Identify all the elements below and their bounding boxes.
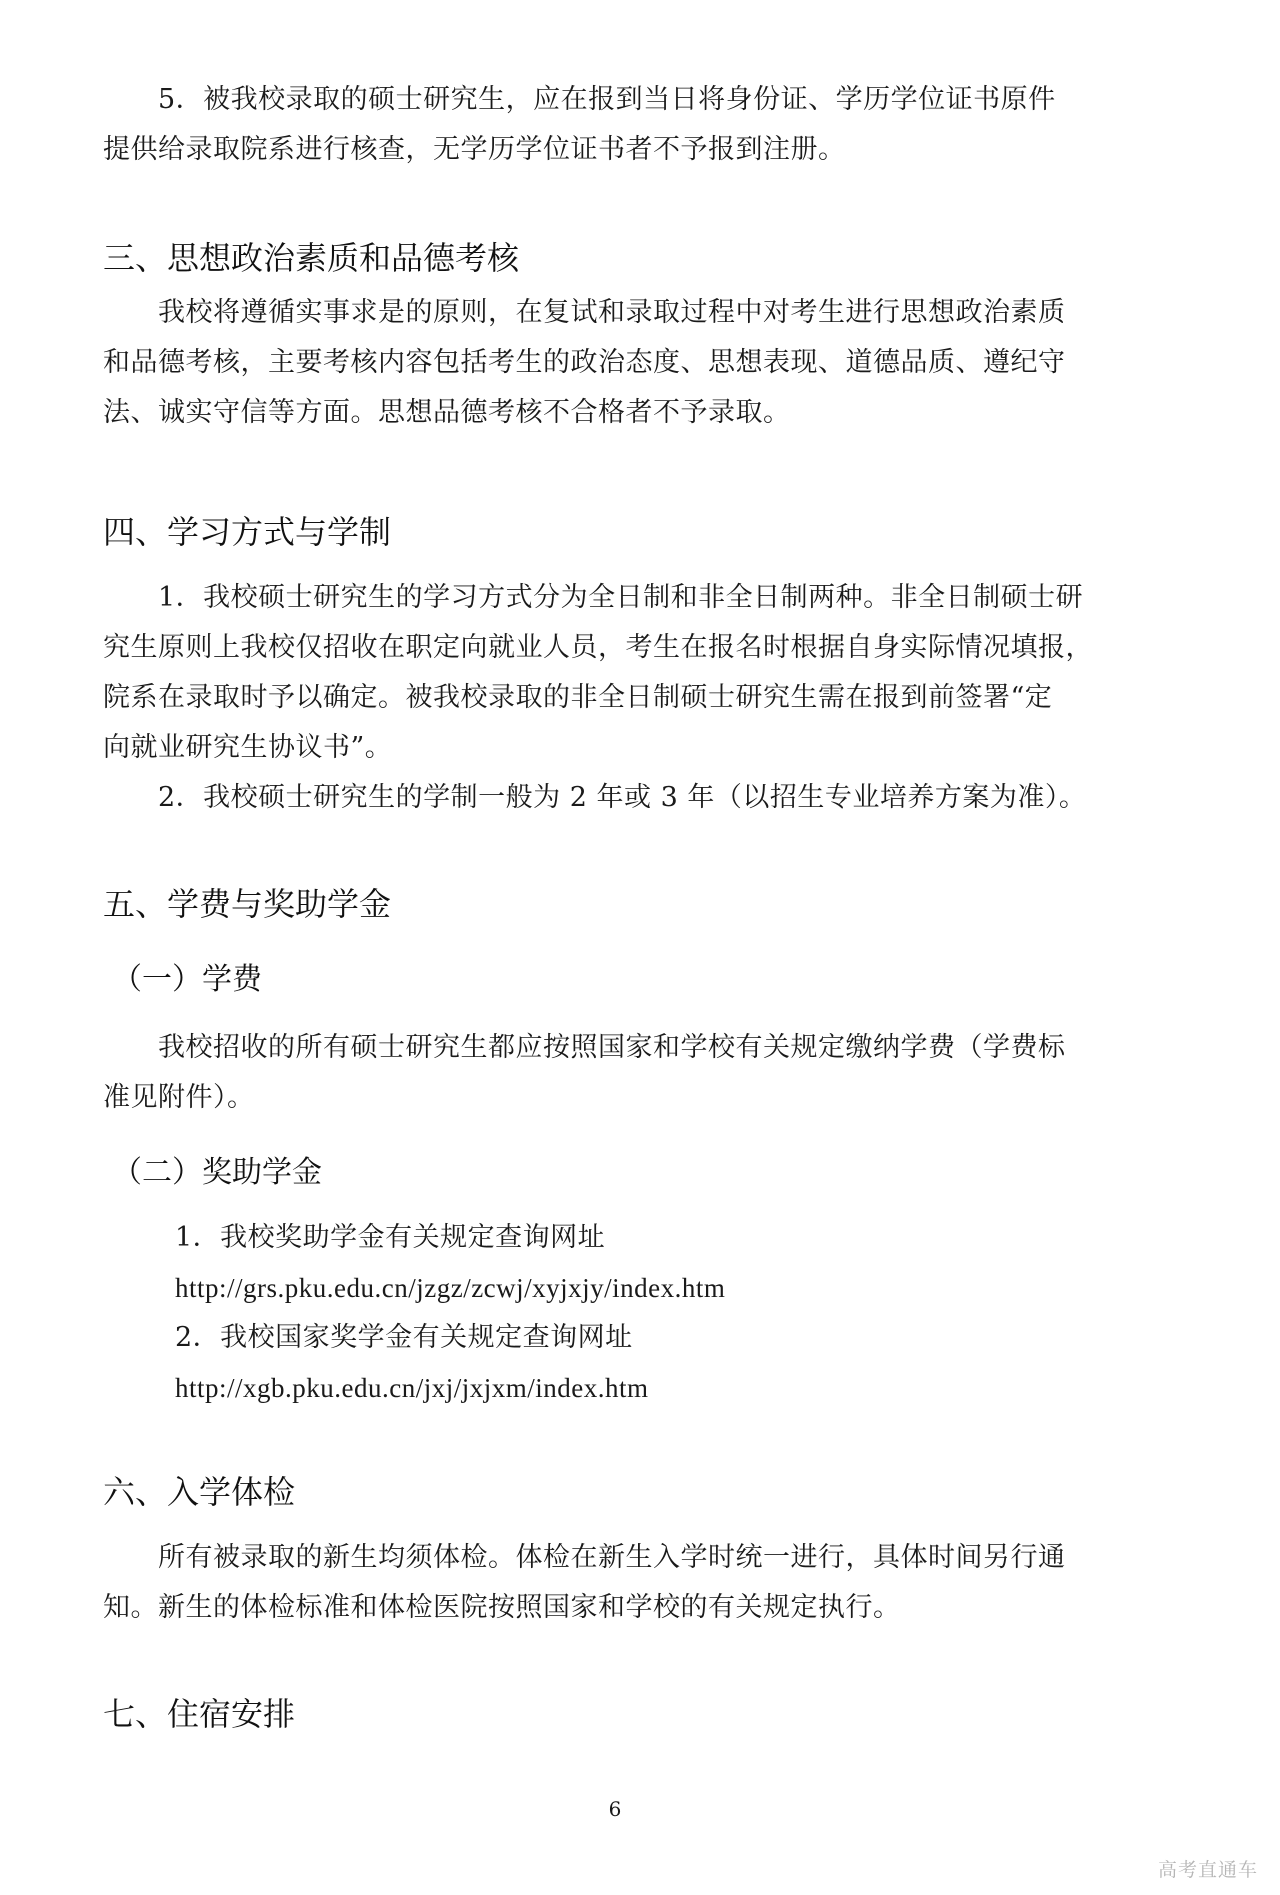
scholarship-url-2[interactable]: http://xgb.pku.edu.cn/jxj/jxjxm/index.htm	[175, 1373, 649, 1403]
study-mode-line-1: 1．我校硕士研究生的学习方式分为全日制和非全日制两种。非全日制硕士研	[158, 582, 1084, 613]
section-heading-study-mode: 四、学习方式与学制	[103, 513, 392, 551]
section-heading-housing: 七、住宿安排	[103, 1695, 296, 1733]
study-mode-line-3: 院系在录取时予以确定。被我校录取的非全日制硕士研究生需在报到前签署“定	[103, 682, 1053, 713]
physical-line-1: 所有被录取的新生均须体检。体检在新生入学时统一进行，具体时间另行通	[158, 1542, 1066, 1573]
political-line-3: 法、诚实守信等方面。思想品德考核不合格者不予录取。	[103, 397, 791, 428]
study-mode-line-2: 究生原则上我校仅招收在职定向就业人员，考生在报名时根据自身实际情况填报，	[103, 632, 1093, 663]
scholarship-url-1[interactable]: http://grs.pku.edu.cn/jzgz/zcwj/xyjxjy/index.htm	[175, 1273, 726, 1303]
political-line-2: 和品德考核，主要考核内容包括考生的政治态度、思想表现、道德品质、遵纪守	[103, 347, 1066, 378]
study-mode-line-5: 2．我校硕士研究生的学制一般为 2 年或 3 年（以招生专业培养方案为准）。	[158, 782, 1087, 813]
page-number: 6	[608, 1797, 622, 1821]
watermark: 高考直通车	[1157, 1859, 1258, 1881]
study-mode-line-4: 向就业研究生协议书”。	[103, 732, 393, 763]
scholarship-item-1: 1．我校奖助学金有关规定查询网址	[175, 1222, 606, 1253]
registration-line-1: 5．被我校录取的硕士研究生，应在报到当日将身份证、学历学位证书原件	[158, 84, 1056, 115]
section-heading-political: 三、思想政治素质和品德考核	[103, 239, 520, 277]
tuition-line-1: 我校招收的所有硕士研究生都应按照国家和学校有关规定缴纳学费（学费标	[158, 1032, 1066, 1063]
subheading-scholarship: （二）奖助学金	[112, 1155, 322, 1190]
physical-line-2: 知。新生的体检标准和体检医院按照国家和学校的有关规定执行。	[103, 1592, 901, 1623]
section-heading-physical: 六、入学体检	[103, 1473, 296, 1511]
tuition-line-2: 准见附件）。	[103, 1082, 255, 1113]
subheading-tuition: （一）学费	[112, 962, 262, 997]
political-line-1: 我校将遵循实事求是的原则，在复试和录取过程中对考生进行思想政治素质	[158, 297, 1066, 328]
registration-line-2: 提供给录取院系进行核查，无学历学位证书者不予报到注册。	[103, 134, 846, 165]
scholarship-item-2: 2．我校国家奖学金有关规定查询网址	[175, 1322, 633, 1353]
section-heading-fees: 五、学费与奖助学金	[103, 885, 392, 923]
